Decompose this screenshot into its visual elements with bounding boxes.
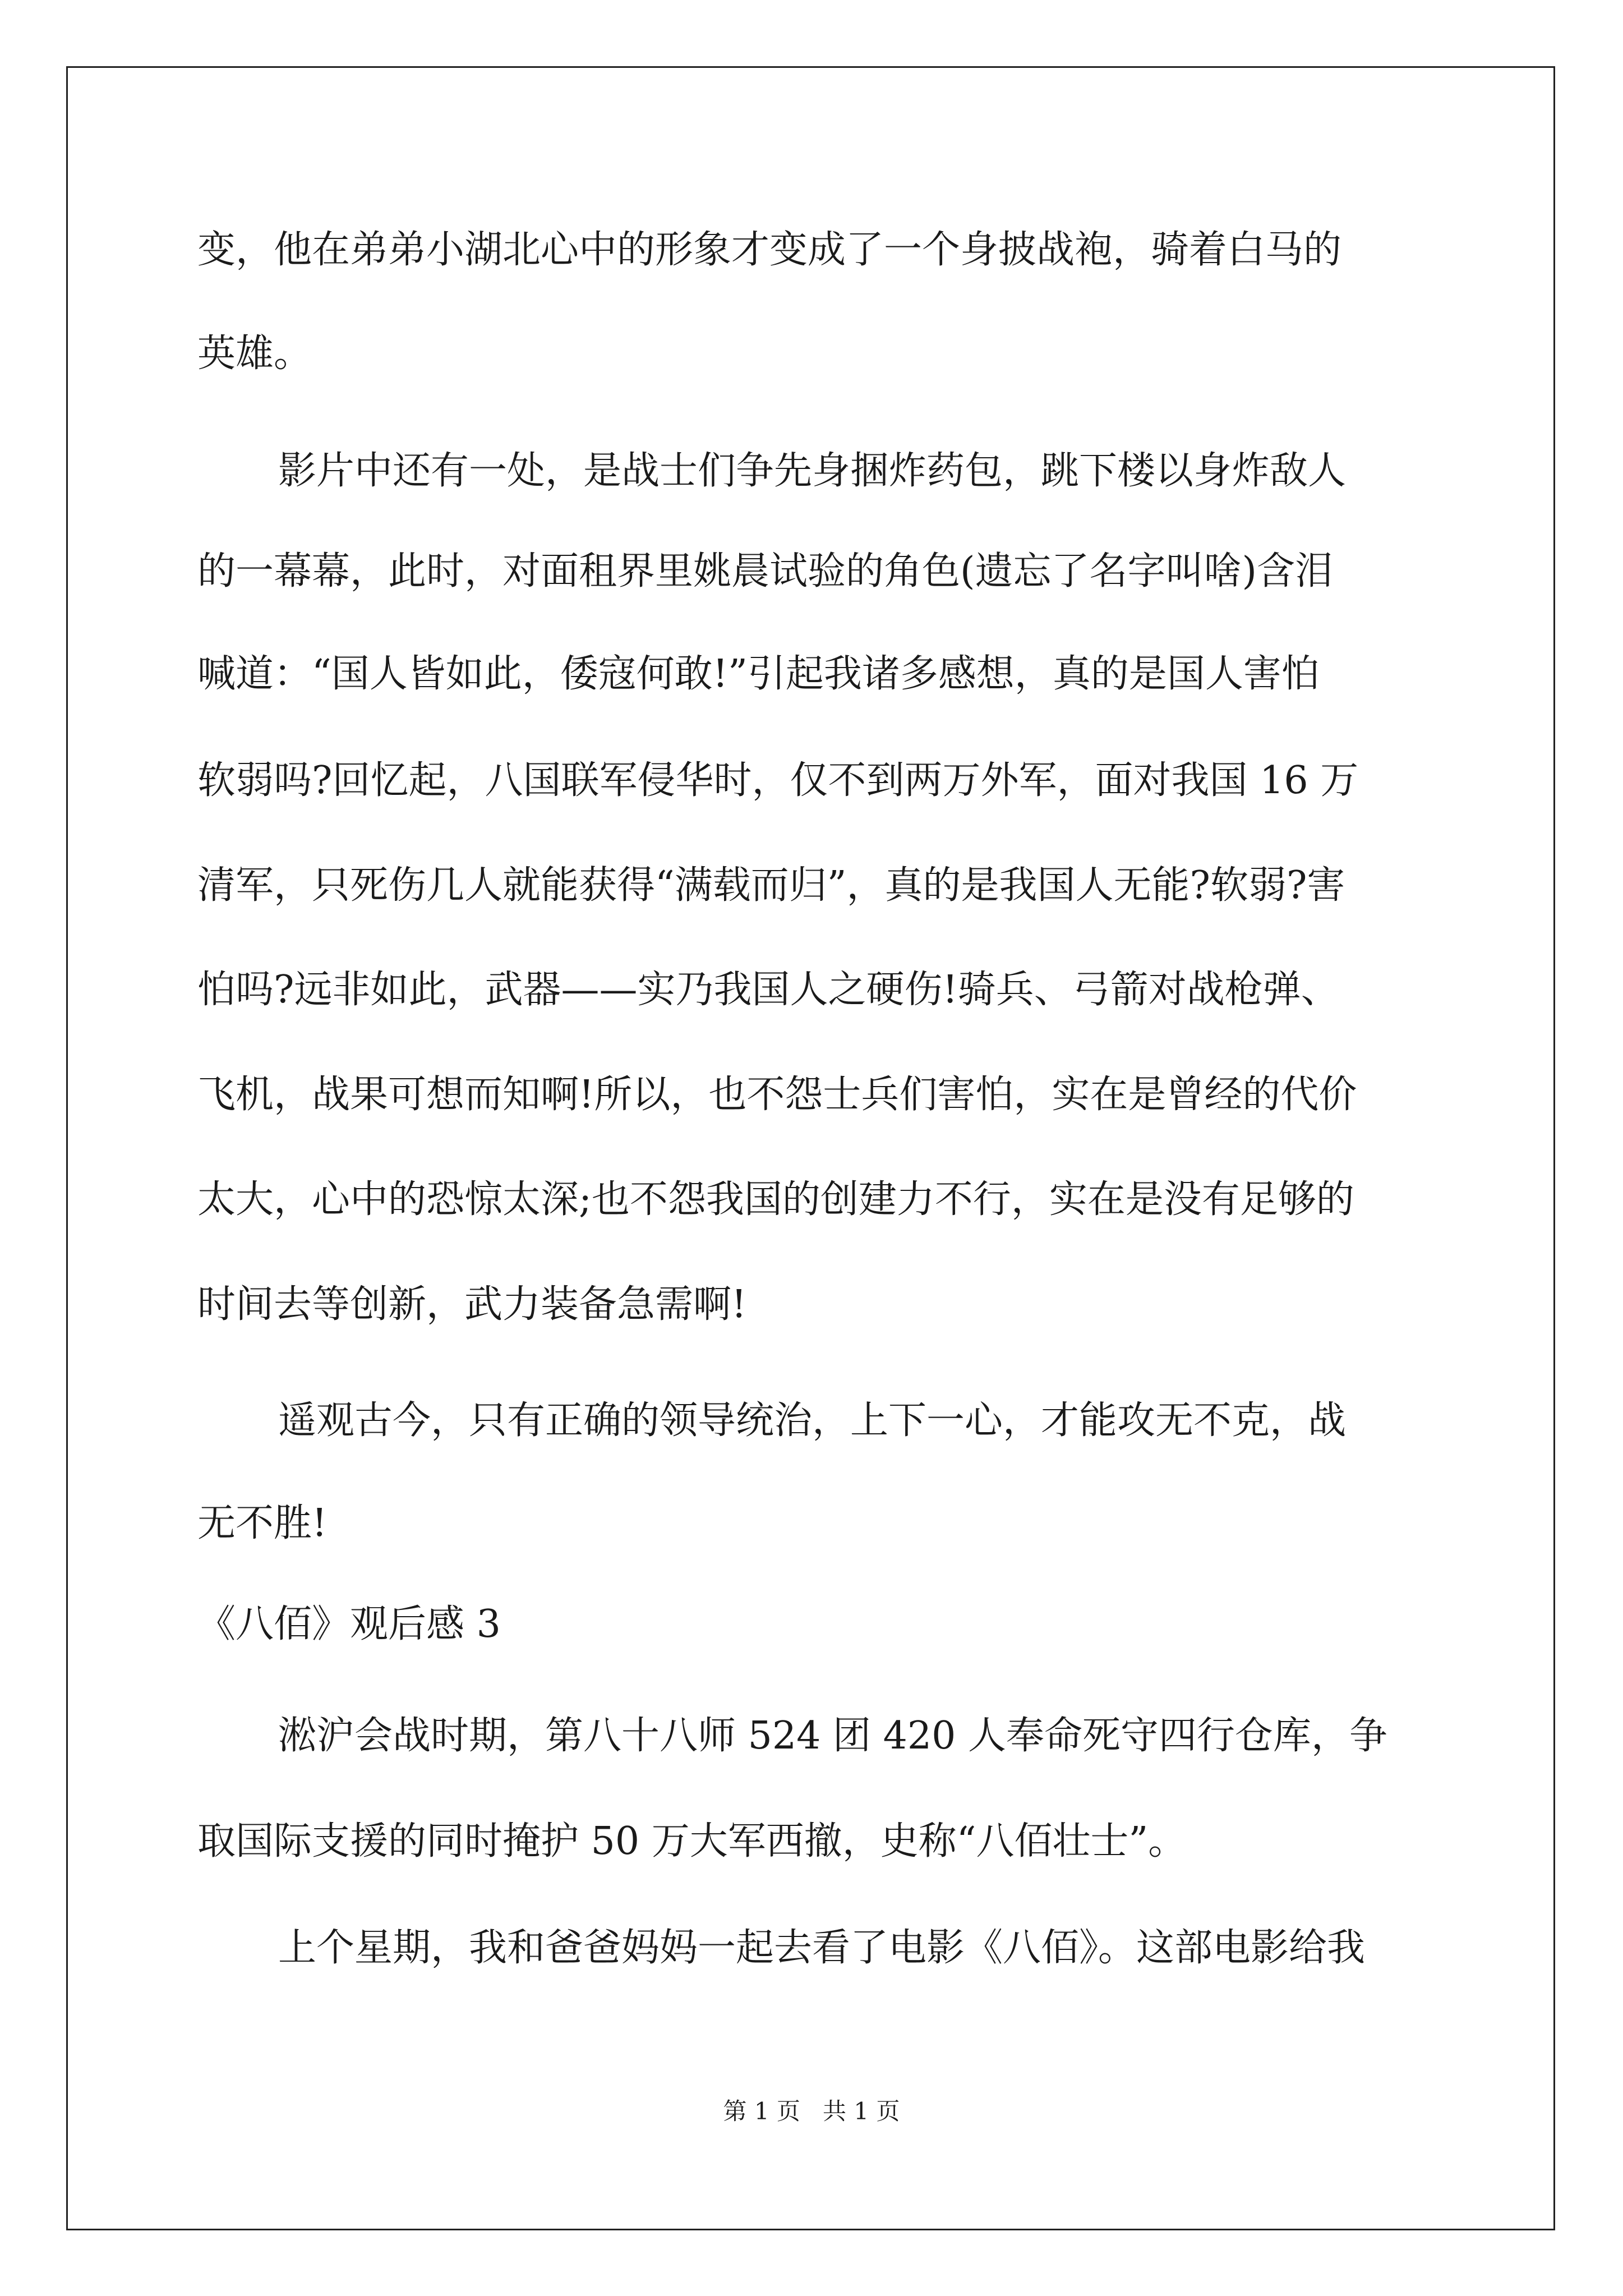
page-border [66, 66, 1555, 2230]
text-line: 上个星期，我和爸爸妈妈一起去看了电影《八佰》。这部电影给我 [278, 1926, 1366, 1970]
page-footer: 第 1 页 共 1 页 [723, 2097, 900, 2125]
text-line: 的一幕幕，此时，对面租界里姚晨试验的角色(遗忘了名字叫啥)含泪 [197, 549, 1334, 593]
text-line: 变，他在弟弟小湖北心中的形象才变成了一个身披战袍，骑着白马的 [197, 228, 1342, 272]
text-line: 时间去等创新，武力装备急需啊! [197, 1282, 747, 1327]
text-line: 淞沪会战时期，第八十八师 524 团 420 人奉命死守四行仓库，争 [278, 1714, 1388, 1758]
text-line: 飞机，战果可想而知啊!所以，也不怨士兵们害怕，实在是曾经的代价 [197, 1073, 1357, 1117]
section-heading: 《八佰》观后感 3 [197, 1602, 501, 1646]
text-line: 喊道：“国人皆如此，倭寇何敢!”引起我诸多感想，真的是国人害怕 [197, 652, 1320, 696]
text-line: 怕吗?远非如此，武器——实乃我国人之硬伤!骑兵、弓箭对战枪弹、 [197, 968, 1339, 1012]
text-line: 无不胜! [197, 1501, 328, 1545]
text-line: 英雄。 [197, 332, 312, 376]
text-line: 清军，只死伤几人就能获得“满载而归”，真的是我国人无能?软弱?害 [197, 863, 1345, 908]
text-line: 软弱吗?回忆起，八国联军侵华时，仅不到两万外军，面对我国 16 万 [197, 758, 1359, 803]
text-line: 影片中还有一处，是战士们争先身捆炸药包，跳下楼以身炸敌人 [278, 449, 1347, 493]
text-line: 太大，心中的恐惊太深;也不怨我国的创建力不行，实在是没有足够的 [197, 1177, 1354, 1222]
text-line: 取国际支援的同时掩护 50 万大军西撤，史称“八佰壮士”。 [197, 1819, 1187, 1864]
text-line: 遥观古今，只有正确的领导统治，上下一心，才能攻无不克，战 [278, 1398, 1347, 1443]
